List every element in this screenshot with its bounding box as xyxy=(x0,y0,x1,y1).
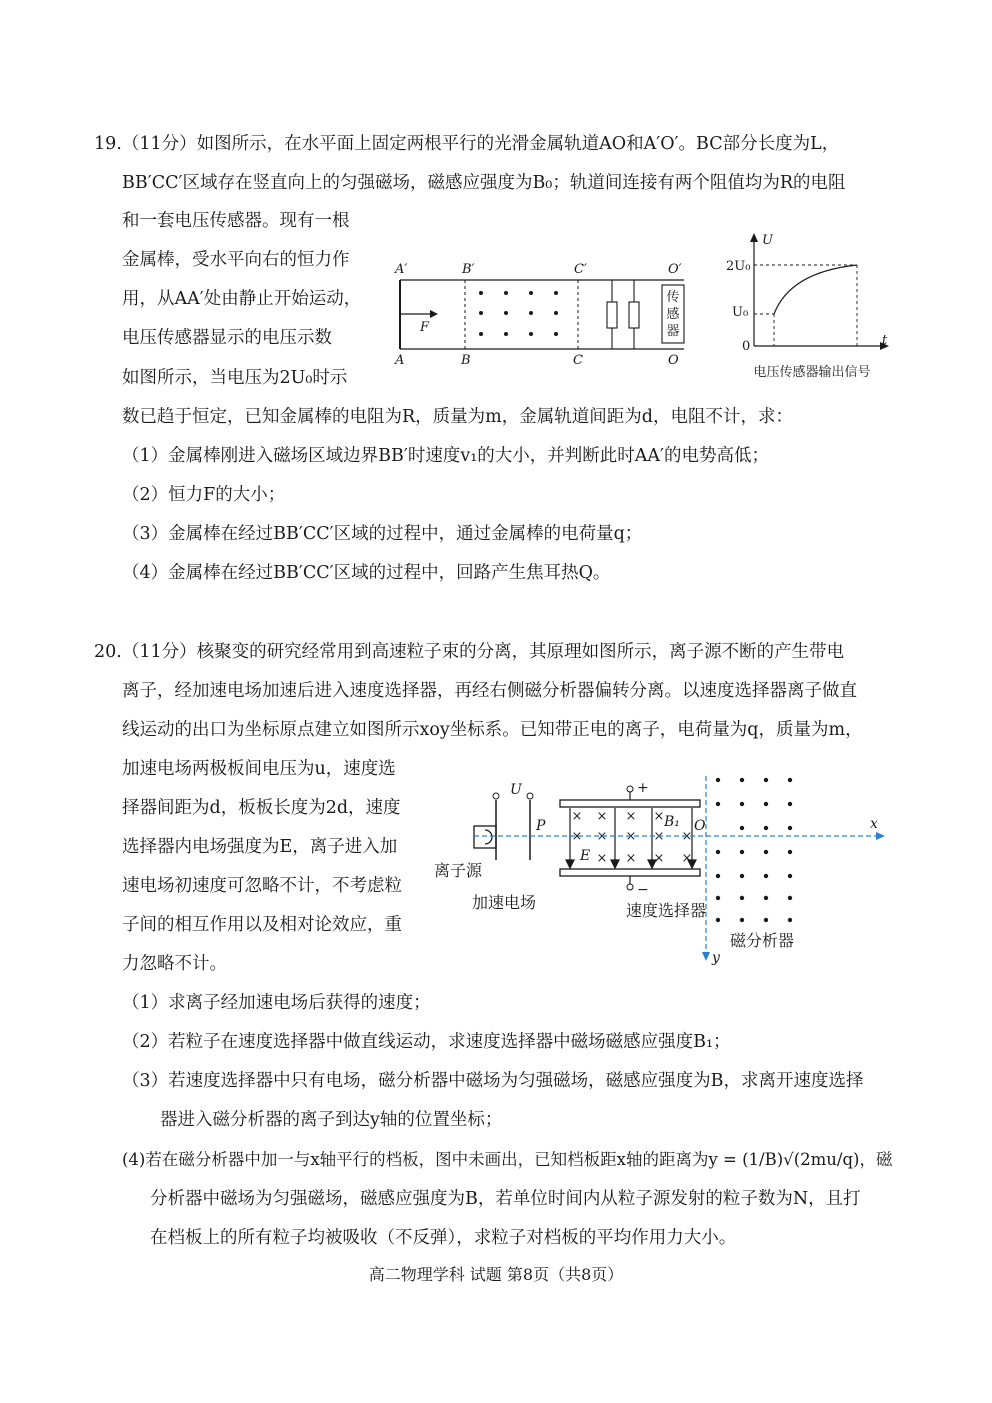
q20-line-4: 加速电场两极板间电压为u，速度选 xyxy=(122,759,396,779)
graph-caption: 电压传感器输出信号 xyxy=(753,365,871,380)
velocity-selector-label: 速度选择器 xyxy=(626,901,707,920)
q20-sub-4: (4)若在磁分析器中加一与x轴平行的档板，图中未画出，已知档板距x轴的距离为y = (1/B)√(2mu/q)，磁 xyxy=(122,1150,893,1169)
resistor-2 xyxy=(629,302,639,328)
magnetic-analyzer-label: 磁分析器 xyxy=(730,931,795,950)
svg-text:×: × xyxy=(681,829,693,844)
voltage-curve xyxy=(774,265,857,314)
label-c: C xyxy=(573,353,583,368)
ion-source-label: 离子源 xyxy=(434,861,483,880)
q20-sub-3-cont: 器进入磁分析器的离子到达y轴的位置坐标； xyxy=(160,1110,503,1130)
label-o: O xyxy=(668,353,679,368)
q19-line-6: 电压传感器显示的电压示数 xyxy=(122,328,332,348)
label-a: A xyxy=(395,353,405,368)
q19-sub-4: （4）金属棒在经过BB′CC′区域的过程中，回路产生焦耳热Q。 xyxy=(122,563,611,583)
tick-2u0: 2U₀ xyxy=(726,259,751,274)
b1-label: B₁ xyxy=(664,814,680,830)
accel-field-label: 加速电场 xyxy=(472,893,537,912)
q20-sub-4-cont-1: 分析器中磁场为匀强磁场，磁感应强度为B，若单位时间内从粒子源发射的粒子数为N，且打 xyxy=(150,1189,861,1209)
magnetic-field-dots xyxy=(479,291,558,336)
svg-text:×: × xyxy=(681,851,693,866)
ion-source xyxy=(474,826,496,848)
q19-line-4: 金属棒，受水平向右的恒力作 xyxy=(122,250,350,270)
sensor-char-1: 传 xyxy=(666,290,680,305)
label-b-prime: B′ xyxy=(462,262,475,277)
svg-text:×: × xyxy=(625,829,637,844)
svg-text:×: × xyxy=(571,809,583,824)
q19-rail-diagram xyxy=(378,255,698,370)
svg-text:×: × xyxy=(596,851,608,866)
q20-apparatus-diagram xyxy=(430,772,900,972)
q20-line-8: 子间的相互作用以及相对论效应，重 xyxy=(122,915,402,935)
minus-label: − xyxy=(637,882,649,898)
e-label: E xyxy=(580,848,591,864)
q19-line-8: 数已趋于恒定，已知金属棒的电阻为R，质量为m，金属轨道间距为d，电阻不计，求： xyxy=(122,407,793,427)
x-axis-label: x xyxy=(870,816,878,832)
svg-text:×: × xyxy=(653,829,665,844)
q19-voltage-graph xyxy=(722,228,902,386)
label-c-prime: C′ xyxy=(574,262,587,277)
svg-text:×: × xyxy=(596,809,608,824)
sensor-char-2: 感 xyxy=(666,307,680,322)
resistor-1 xyxy=(607,302,617,328)
q20-sub-4-cont-2: 在档板上的所有粒子均被吸收（不反弹），求粒子对档板的平均作用力大小。 xyxy=(150,1228,737,1248)
q20-sub-1: （1）求离子经加速电场后获得的速度； xyxy=(122,993,431,1013)
sensor-char-3: 器 xyxy=(666,324,680,339)
origin-o-label: O xyxy=(694,818,706,834)
svg-text:×: × xyxy=(653,851,665,866)
q19-line-3: 和一套电压传感器。现有一根 xyxy=(122,211,350,231)
q19-sub-1: （1）金属棒刚进入磁场区域边界BB′时速度v₁的大小，并判断此时AA′的电势高低； xyxy=(122,446,769,466)
svg-text:×: × xyxy=(571,829,583,844)
q20-line-3: 线运动的出口为坐标原点建立如图所示xoy坐标系。已知带正电的离子，电荷量为q，质量为m， xyxy=(122,720,863,740)
plus-label: + xyxy=(637,780,649,796)
q20-line-9: 力忽略不计。 xyxy=(122,954,227,974)
t-axis-label: t xyxy=(882,333,888,348)
label-o-prime: O′ xyxy=(668,262,682,277)
q19-sub-3: （3）金属棒在经过BB′CC′区域的过程中，通过金属棒的电荷量q； xyxy=(122,524,643,544)
q20-line-2: 离子，经加速电场加速后进入速度选择器，再经右侧磁分析器偏转分离。以速度选择器离子做直 xyxy=(122,681,857,701)
q20-line-1: 20.（11分）核聚变的研究经常用到高速粒子束的分离，其原理如图所示，离子源不断的产生带电 xyxy=(94,642,845,662)
force-label: F xyxy=(420,320,430,335)
svg-text:×: × xyxy=(625,809,637,824)
q20-line-6: 选择器内电场强度为E，离子进入加 xyxy=(122,837,398,857)
q20-sub-2: （2）若粒子在速度选择器中做直线运动，求速度选择器中磁场磁感应强度B₁； xyxy=(122,1032,731,1052)
label-b: B xyxy=(461,353,471,368)
label-a-prime: A′ xyxy=(395,262,408,277)
svg-text:×: × xyxy=(653,809,665,824)
q20-line-7: 速电场初速度可忽略不计，不考虑粒 xyxy=(122,876,402,896)
q20-line-5: 择器间距为d，板板长度为2d，速度 xyxy=(122,798,401,818)
q19-sub-2: （2）恒力F的大小； xyxy=(122,485,286,505)
q19-line-1: 19.（11分）如图所示，在水平面上固定两根平行的光滑金属轨道AO和A′O′。BC部分长度为L， xyxy=(94,134,840,154)
analyzer-field-dots xyxy=(716,778,792,922)
p-label: P xyxy=(536,818,546,834)
q19-line-5: 用，从AA′处由静止开始运动， xyxy=(122,289,362,309)
origin-label: 0 xyxy=(742,339,751,354)
page-footer: 高二物理学科 试题 第8页（共8页） xyxy=(368,1265,624,1284)
svg-text:×: × xyxy=(625,851,637,866)
svg-text:×: × xyxy=(596,829,608,844)
u-voltage-label: U xyxy=(510,782,522,798)
tick-u0: U₀ xyxy=(732,305,749,320)
y-axis-label: y xyxy=(712,950,720,966)
q20-sub-3: （3）若速度选择器中只有电场，磁分析器中磁场为匀强磁场，磁感应强度为B，求离开速度选择 xyxy=(122,1071,864,1091)
q19-line-2: BB′CC′区域存在竖直向上的匀强磁场，磁感应强度为B₀；轨道间连接有两个阻值均为R的电阻 xyxy=(122,173,846,193)
q19-line-7: 如图所示，当电压为2U₀时示 xyxy=(122,368,348,388)
u-axis-label: U xyxy=(762,233,773,248)
